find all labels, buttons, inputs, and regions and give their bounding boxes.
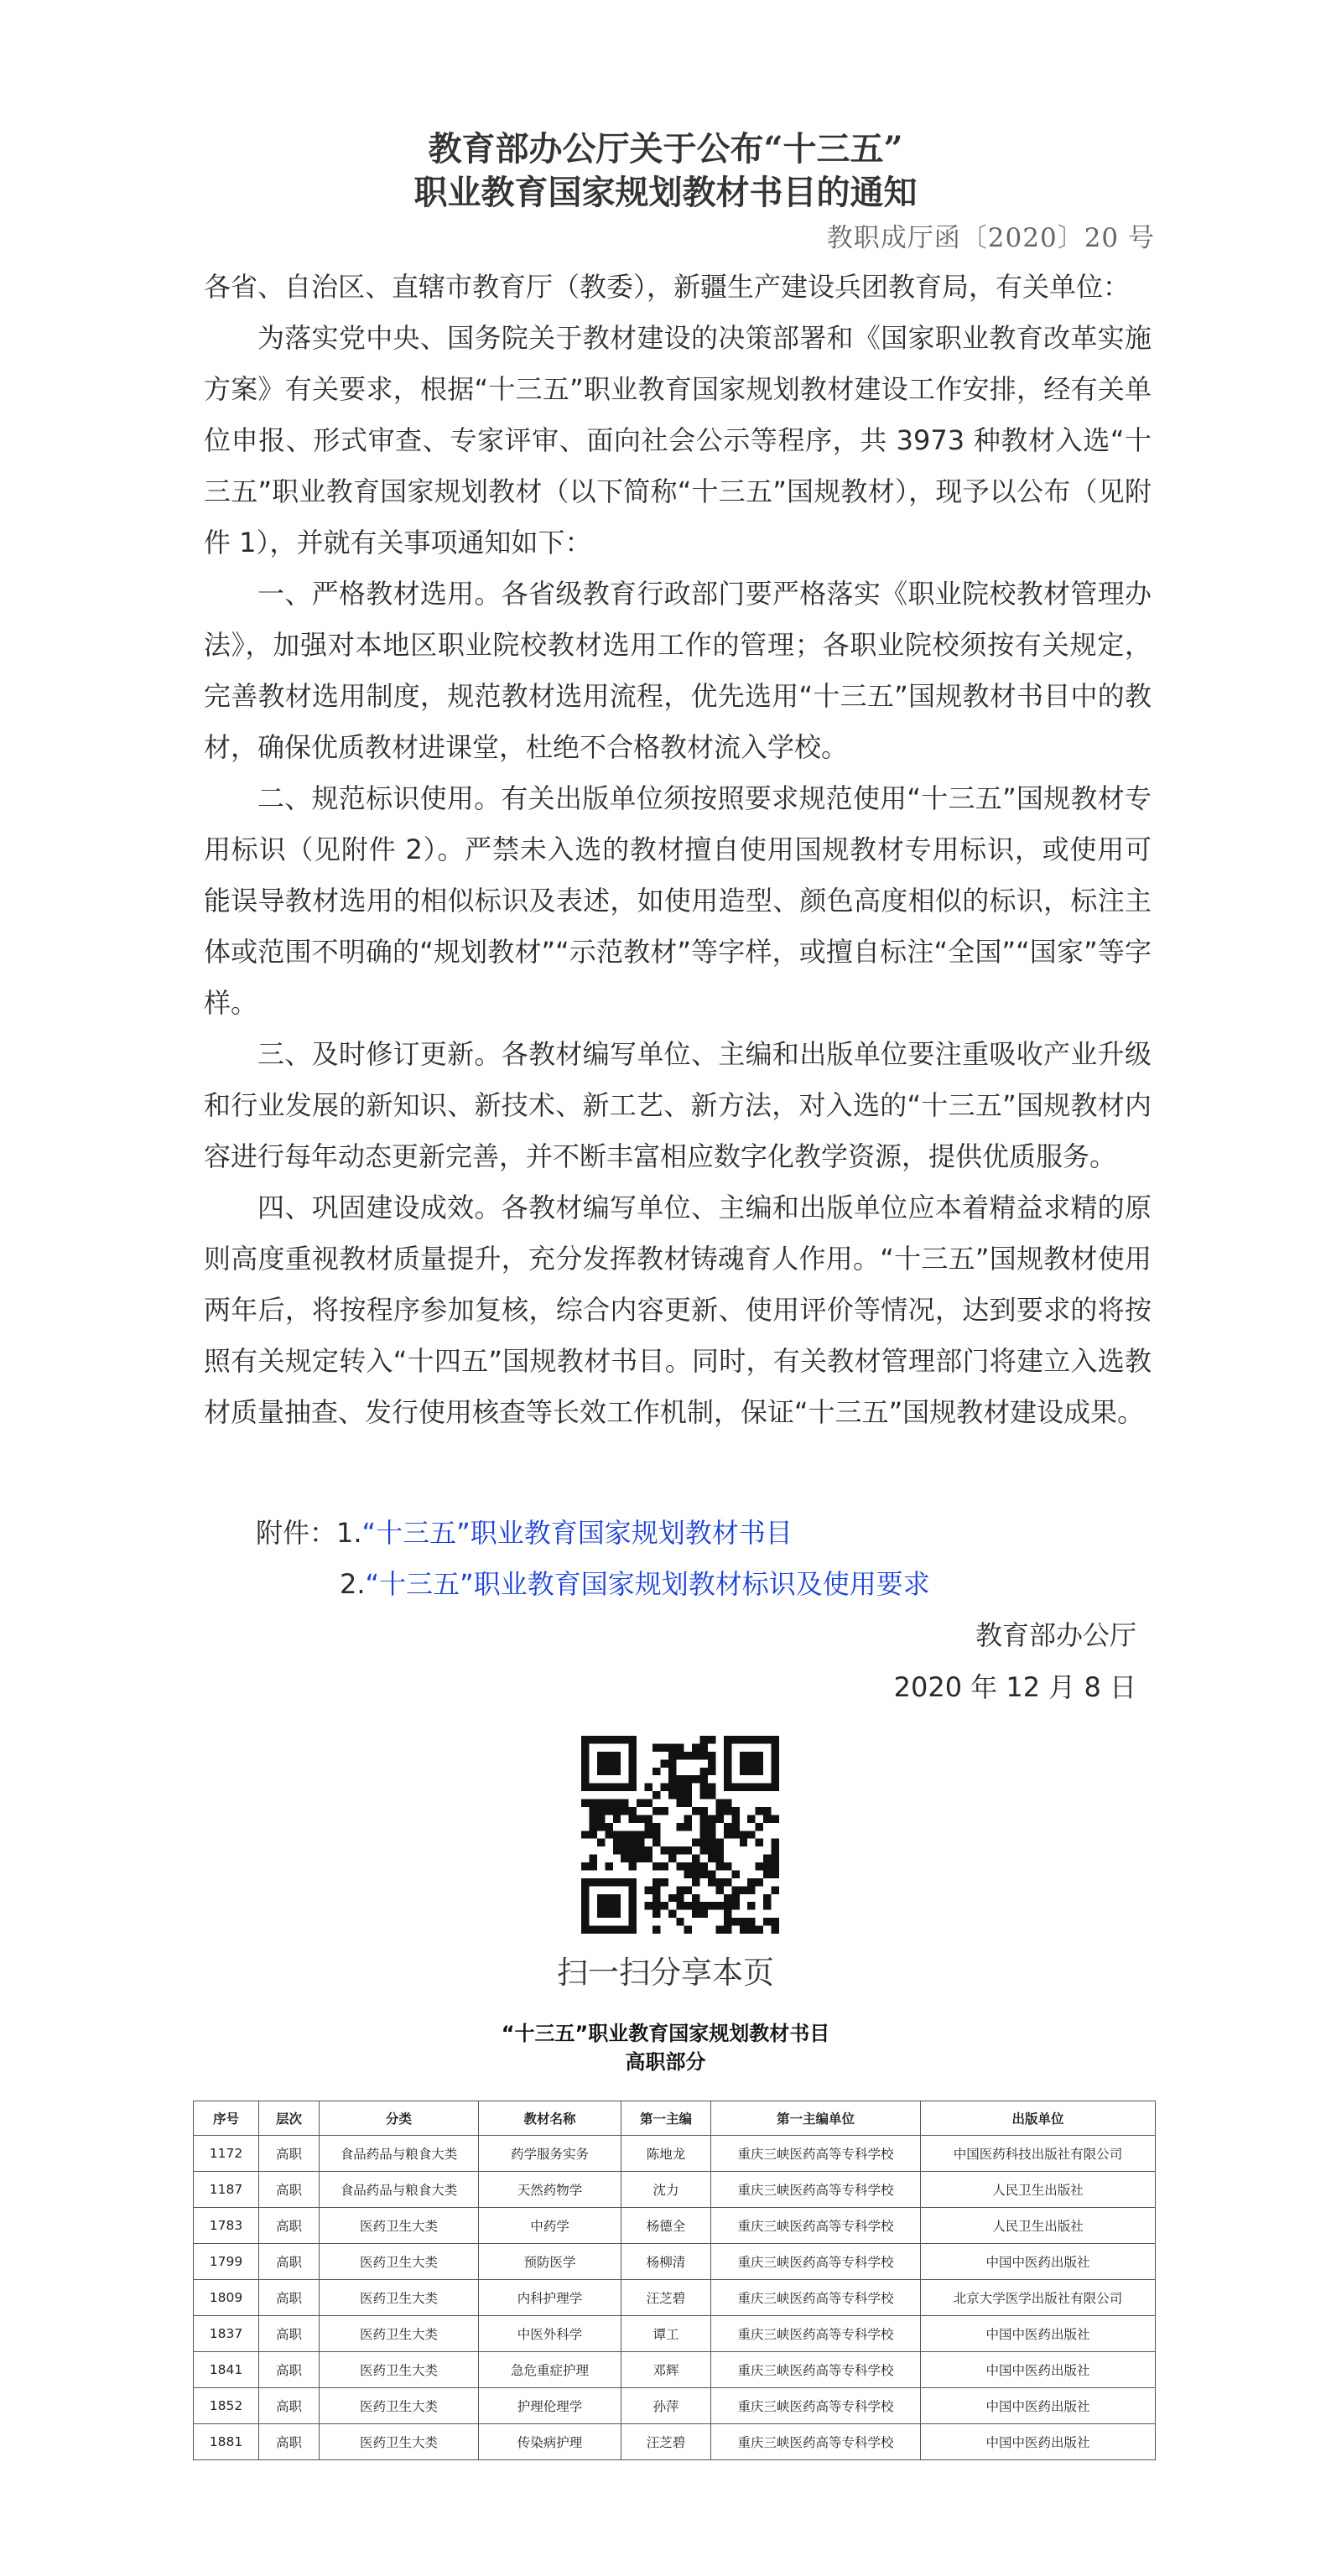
table-row [194, 2244, 1156, 2280]
table-cell: 高职 [259, 2388, 320, 2424]
column-header: 层次 [259, 2101, 320, 2136]
table-cell: 北京大学医学出版社有限公司 [921, 2280, 1156, 2316]
table-row [194, 2136, 1156, 2172]
textbook-table [193, 2101, 1156, 2460]
title-line-1: 教育部办公厅关于公布“十三五” [428, 129, 903, 169]
table-title [0, 2019, 1331, 2076]
table-cell: 人民卫生出版社 [921, 2172, 1156, 2208]
table-cell: 高职 [259, 2280, 320, 2316]
column-header: 第一主编 [621, 2101, 711, 2136]
table-cell: 食品药品与粮食大类 [320, 2172, 479, 2208]
title-line-2: 职业教育国家规划教材书目的通知 [413, 173, 918, 212]
table-row [194, 2280, 1156, 2316]
table-cell: 中国中医药出版社 [921, 2388, 1156, 2424]
table-cell: 高职 [259, 2208, 320, 2244]
table-cell: 急危重症护理 [479, 2352, 621, 2388]
table-cell: 高职 [259, 2136, 320, 2172]
table-cell: 1852 [194, 2388, 259, 2424]
table-cell: 医药卫生大类 [320, 2352, 479, 2388]
table-cell: 医药卫生大类 [320, 2280, 479, 2316]
table-cell: 中医外科学 [479, 2316, 621, 2352]
document-number: 教职成厅函〔2020〕20 号 [826, 223, 1155, 253]
paragraph: 二、规范标识使用。有关出版单位须按照要求规范使用“十三五”国规教材专用标识（见附件 2）。严禁未入选的教材擅自使用国规教材专用标识，或使用可能误导教材选用的相似标识及表述，如使用造型、颜色高度相似的标识，标注主体或范围不明确的“规划教材”“示范教材”等字样，或擅自标注“全国”“国家”等字样。 [204, 782, 1152, 1019]
table-row [194, 2316, 1156, 2352]
table-cell: 1809 [194, 2280, 259, 2316]
table-subtitle: 高职部分 [625, 2050, 706, 2074]
table-cell: 中国中医药出版社 [921, 2424, 1156, 2460]
attachments-label: 附件： [256, 1517, 337, 1549]
table-cell: 1837 [194, 2316, 259, 2352]
table-cell: 天然药物学 [479, 2172, 621, 2208]
column-header: 分类 [320, 2101, 479, 2136]
table-row [194, 2352, 1156, 2388]
share-caption: 扫一扫分享本页 [557, 1955, 774, 1991]
table-cell: 1841 [194, 2352, 259, 2388]
table-cell: 中国中医药出版社 [921, 2352, 1156, 2388]
table-row [194, 2388, 1156, 2424]
table-cell: 重庆三峡医药高等专科学校 [711, 2352, 921, 2388]
table-cell: 汪芝碧 [621, 2280, 711, 2316]
attachments [256, 1508, 930, 1610]
table-title-main: “十三五”职业教育国家规划教材书目 [501, 2022, 830, 2045]
column-header: 教材名称 [479, 2101, 621, 2136]
table-cell: 汪芝碧 [621, 2424, 711, 2460]
table-cell: 1881 [194, 2424, 259, 2460]
salutation: 各省、自治区、直辖市教育厅（教委），新疆生产建设兵团教育局，有关单位： [204, 271, 1131, 303]
table-cell: 医药卫生大类 [320, 2388, 479, 2424]
table-cell: 重庆三峡医药高等专科学校 [711, 2424, 921, 2460]
attachment-1-number: 1. [336, 1517, 362, 1549]
table-cell: 食品药品与粮食大类 [320, 2136, 479, 2172]
table-row [194, 2208, 1156, 2244]
table-cell: 重庆三峡医药高等专科学校 [711, 2136, 921, 2172]
table-cell: 预防医学 [479, 2244, 621, 2280]
attachment-row-1 [256, 1508, 930, 1559]
table-cell: 重庆三峡医药高等专科学校 [711, 2244, 921, 2280]
attachment-row-2 [256, 1559, 930, 1610]
table-cell: 邓辉 [621, 2352, 711, 2388]
table-cell: 谭工 [621, 2316, 711, 2352]
table-cell: 高职 [259, 2352, 320, 2388]
table-cell: 医药卫生大类 [320, 2244, 479, 2280]
table-row [194, 2172, 1156, 2208]
paragraph: 三、及时修订更新。各教材编写单位、主编和出版单位要注重吸收产业升级和行业发展的新知识、新技术、新工艺、新方法，对入选的“十三五”国规教材内容进行每年动态更新完善，并不断丰富相应数字化教学资源，提供优质服务。 [204, 1038, 1152, 1172]
table-cell: 传染病护理 [479, 2424, 621, 2460]
qr-code-icon [581, 1736, 779, 1934]
table-cell: 医药卫生大类 [320, 2208, 479, 2244]
table-cell: 内科护理学 [479, 2280, 621, 2316]
table-cell: 1799 [194, 2244, 259, 2280]
table-cell: 重庆三峡医药高等专科学校 [711, 2172, 921, 2208]
paragraph: 一、严格教材选用。各省级教育行政部门要严格落实《职业院校教材管理办法》，加强对本地区职业院校教材选用工作的管理；各职业院校须按有关规定，完善教材选用制度，规范教材选用流程，优先选用“十三五”国规教材书目中的教材，确保优质教材进课堂，杜绝不合格教材流入学校。 [204, 578, 1152, 763]
table-cell: 杨柳清 [621, 2244, 711, 2280]
table-cell: 重庆三峡医药高等专科学校 [711, 2316, 921, 2352]
page-title [0, 127, 1331, 215]
table-cell: 杨德全 [621, 2208, 711, 2244]
table-cell: 重庆三峡医药高等专科学校 [711, 2208, 921, 2244]
table-cell: 护理伦理学 [479, 2388, 621, 2424]
table-cell: 沈力 [621, 2172, 711, 2208]
table-cell: 1172 [194, 2136, 259, 2172]
column-header: 序号 [194, 2101, 259, 2136]
table-cell: 重庆三峡医药高等专科学校 [711, 2280, 921, 2316]
table-cell: 高职 [259, 2244, 320, 2280]
notice-body [204, 262, 1152, 1438]
attachment-2-link[interactable]: “十三五”职业教育国家规划教材标识及使用要求 [365, 1568, 930, 1600]
table-cell: 中国中医药出版社 [921, 2316, 1156, 2352]
table-cell: 药学服务实务 [479, 2136, 621, 2172]
paragraph: 四、巩固建设成效。各教材编写单位、主编和出版单位应本着精益求精的原则高度重视教材质量提升，充分发挥教材铸魂育人作用。“十三五”国规教材使用两年后，将按程序参加复核，综合内容更新、使用评价等情况，达到要求的将按照有关规定转入“十四五”国规教材书目。同时，有关教材管理部门将建立入选教材质量抽查、发行使用核查等长效工作机制，保证“十三五”国规教材建设成果。 [204, 1192, 1152, 1428]
signature-date: 2020 年 12 月 8 日 [893, 1671, 1136, 1703]
table-row [194, 2424, 1156, 2460]
table-header-row [194, 2101, 1156, 2136]
table-cell: 高职 [259, 2424, 320, 2460]
paragraph: 为落实党中央、国务院关于教材建设的决策部署和《国家职业教育改革实施方案》有关要求，根据“十三五”职业教育国家规划教材建设工作安排，经有关单位申报、形式审查、专家评审、面向社会公示等程序，共 3973 种教材入选“十三五”职业教育国家规划教材（以下简称“十三五”国规教材），现予以公布（见附件 1），并就有关事项通知如下： [204, 322, 1152, 558]
column-header: 第一主编单位 [711, 2101, 921, 2136]
table-cell: 医药卫生大类 [320, 2316, 479, 2352]
table-cell: 1187 [194, 2172, 259, 2208]
attachment-1-link[interactable]: “十三五”职业教育国家规划教材书目 [361, 1517, 793, 1549]
table-cell: 中国医药科技出版社有限公司 [921, 2136, 1156, 2172]
table-cell: 中国中医药出版社 [921, 2244, 1156, 2280]
table-cell: 高职 [259, 2316, 320, 2352]
table-cell: 重庆三峡医药高等专科学校 [711, 2388, 921, 2424]
attachment-2-number: 2. [340, 1568, 366, 1600]
table-cell: 1783 [194, 2208, 259, 2244]
table-cell: 高职 [259, 2172, 320, 2208]
signature-organization: 教育部办公厅 [975, 1619, 1136, 1651]
table-cell: 医药卫生大类 [320, 2424, 479, 2460]
table-cell: 中药学 [479, 2208, 621, 2244]
table-cell: 陈地龙 [621, 2136, 711, 2172]
column-header: 出版单位 [921, 2101, 1156, 2136]
table-cell: 孙萍 [621, 2388, 711, 2424]
table-cell: 人民卫生出版社 [921, 2208, 1156, 2244]
